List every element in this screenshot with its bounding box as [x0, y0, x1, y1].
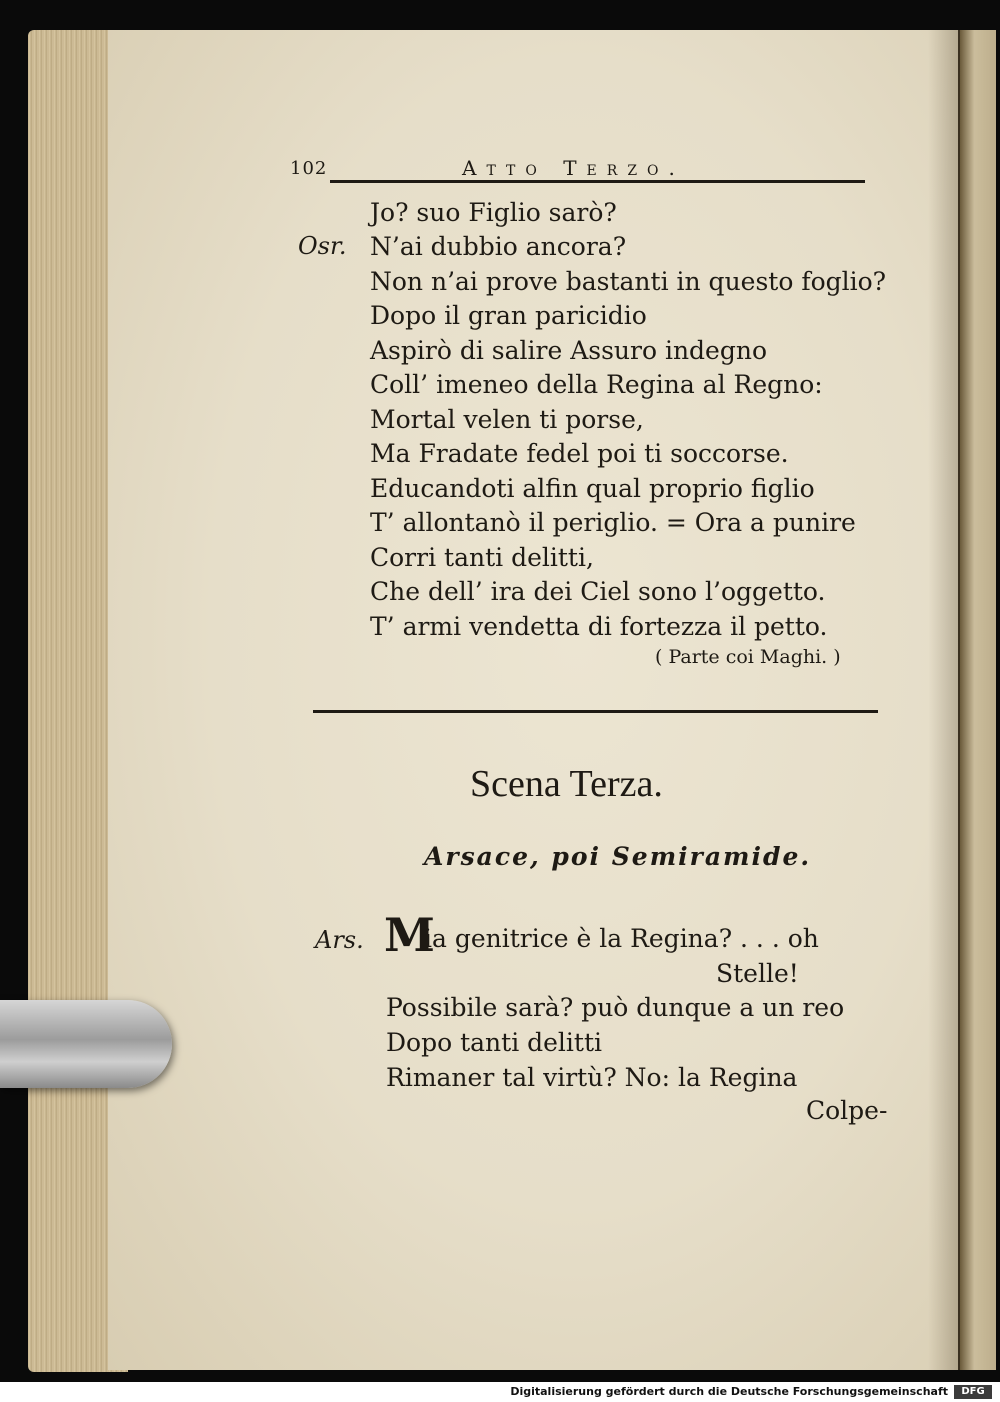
- verse-line: Mortal velen ti porse,: [370, 405, 644, 434]
- verse-line: T’ allontanò il periglio. = Ora a punire: [370, 508, 856, 537]
- verse-line: Coll’ imeneo della Regina al Regno:: [370, 370, 823, 399]
- verse-line: Che dell’ ira dei Ciel sono l’oggetto.: [370, 577, 826, 606]
- verse-line: Dopo tanti delitti: [386, 1028, 603, 1057]
- stage-direction: ( Parte coi Maghi. ): [655, 646, 841, 668]
- verse-line: Rimaner tal virtù? No: la Regina: [386, 1063, 798, 1092]
- verse-line: N’ai dubbio ancora?: [370, 232, 627, 261]
- facing-page-edge: [960, 30, 996, 1370]
- footer-bar: [0, 1382, 1000, 1402]
- verse-line-continuation: Stelle!: [716, 959, 799, 988]
- page-number: 102: [290, 158, 328, 179]
- verse-line: Aspirò di salire Assuro indegno: [370, 336, 768, 365]
- verse-line: ia genitrice è la Regina? . . . oh: [424, 924, 819, 953]
- funding-credit: Digitalisierung gefördert durch die Deutsche Forschungsgemeinschaft: [510, 1385, 948, 1398]
- verse-line: Jo? suo Figlio sarò?: [370, 198, 617, 227]
- verse-line: Non n’ai prove bastanti in questo foglio?: [370, 267, 887, 296]
- page-clip: [0, 1000, 172, 1088]
- scene-characters: Arsace, poi Semiramide.: [424, 842, 812, 871]
- verse-line: Educandoti alfin qual proprio figlio: [370, 474, 815, 503]
- verse-line: Ma Fradate fedel poi ti soccorse.: [370, 439, 789, 468]
- verse-line: T’ armi vendetta di fortezza il petto.: [370, 612, 828, 641]
- running-head: Atto Terzo.: [462, 156, 685, 180]
- drop-capital: M: [384, 908, 435, 962]
- dfg-logo: DFG: [954, 1385, 992, 1399]
- speaker-label: Osr.: [298, 232, 347, 260]
- verse-line: Dopo il gran paricidio: [370, 301, 647, 330]
- catchword: Colpe-: [806, 1096, 888, 1125]
- scene-title: Scena Terza.: [470, 763, 663, 805]
- header-rule: [330, 180, 865, 183]
- verse-line: Corri tanti delitti,: [370, 543, 594, 572]
- verse-line: Possibile sarà? può dunque a un reo: [386, 993, 845, 1022]
- speaker-label: Ars.: [315, 926, 364, 954]
- scene-divider-rule: [313, 710, 878, 713]
